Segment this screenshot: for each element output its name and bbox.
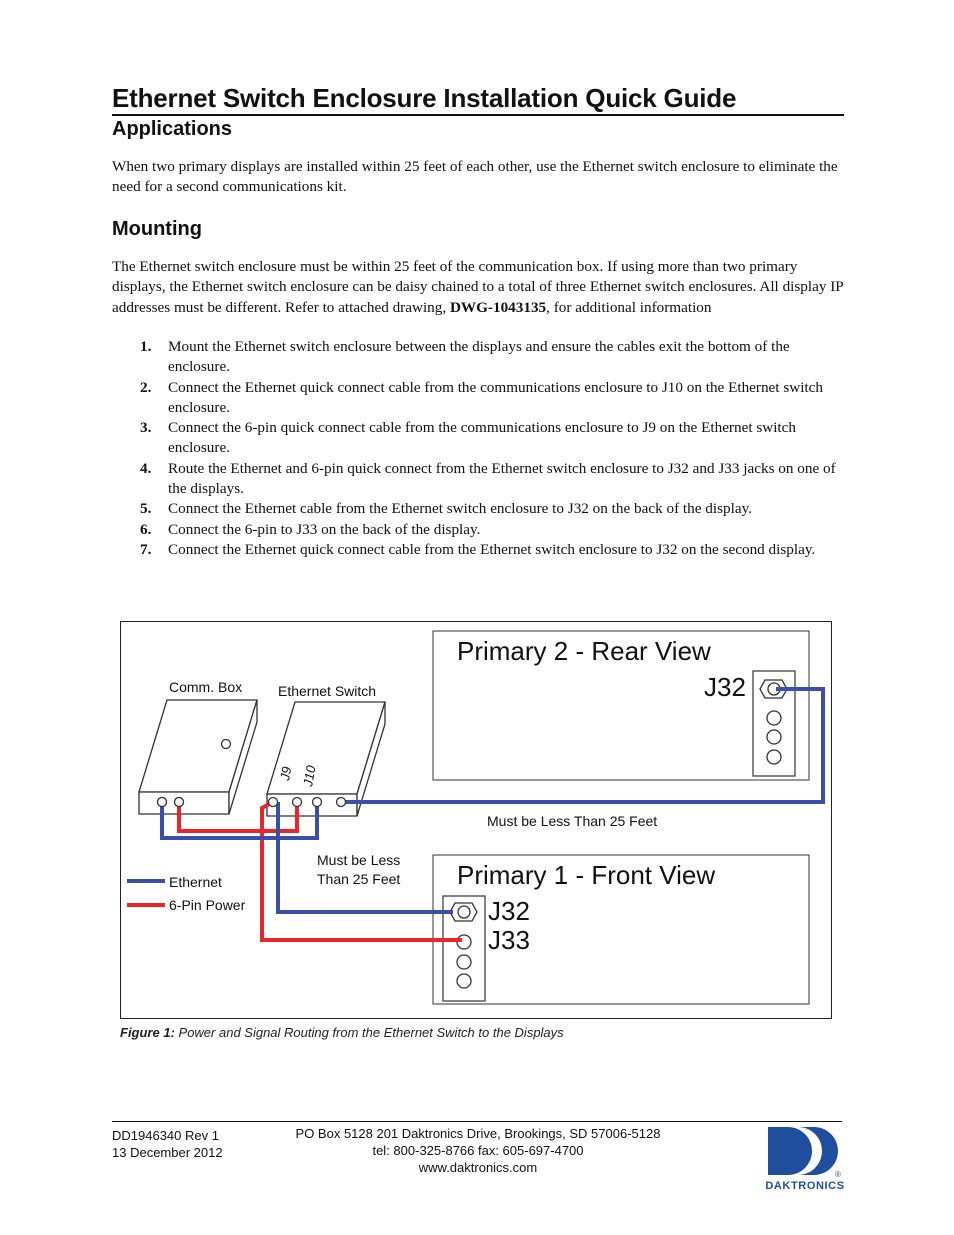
company-address: PO Box 5128 201 Daktronics Drive, Brookings, SD 57006-5128: [295, 1126, 661, 1141]
mounting-text: [112, 257, 844, 318]
primary2-jack-block: [753, 671, 795, 776]
distance-label-top: Must be Less Than 25 Feet: [487, 813, 658, 829]
figure-caption-label: Figure 1:: [120, 1025, 175, 1040]
comm-box-port-icon: [158, 798, 167, 807]
step-text: Connect the 6-pin quick connect cable from the communications enclosure to J9 on the Ethernet switch enclosure.: [168, 419, 796, 457]
footer-contact: [270, 1125, 686, 1176]
step-text: Mount the Ethernet switch enclosure between the displays and ensure the cables exit the bottom of the enclosure.: [168, 338, 790, 376]
step-number: 5.: [140, 500, 152, 518]
step-number: 3.: [140, 419, 152, 437]
distance-label-mid-line1: Must be Less: [317, 852, 401, 868]
ethernet-switch-label: Ethernet Switch: [278, 683, 377, 699]
step-text: Connect the 6-pin to J33 on the back of the display.: [168, 520, 481, 538]
mounting-text-after: , for additional information: [546, 298, 712, 316]
applications-heading: Applications: [112, 118, 233, 140]
drawing-reference: DWG-1043135: [449, 298, 547, 316]
switch-port-icon: [269, 798, 278, 807]
step-number: 6.: [140, 520, 152, 538]
primary1-label: Primary 1 - Front View: [457, 860, 716, 890]
footer-doc-info: [112, 1127, 223, 1161]
company-phone: tel: 800-325-8766 fax: 605-697-4700: [372, 1143, 584, 1158]
figure-caption: [120, 1025, 564, 1040]
routing-diagram-svg: [121, 622, 833, 1020]
logo-registered-mark: ®: [835, 1170, 841, 1179]
primary2-j32-label: J32: [704, 672, 746, 702]
document-title: Ethernet Switch Enclosure Installation Quick Guide: [112, 82, 844, 116]
step-number: 1.: [140, 338, 152, 355]
step-number: 2.: [140, 378, 152, 396]
step-number: 4.: [140, 459, 152, 477]
primary1-j32-label: J32: [488, 896, 530, 926]
step-item: [112, 418, 844, 459]
step-text: Route the Ethernet and 6-pin quick connect from the Ethernet switch enclosure to J32 and J33 jacks on one of the displays.: [168, 459, 836, 498]
doc-date: 13 December 2012: [112, 1145, 223, 1160]
primary1-j33-label: J33: [488, 925, 530, 955]
step-item: [112, 378, 844, 419]
j10-port-label: J10: [300, 764, 319, 788]
legend-ethernet-label: Ethernet: [169, 874, 222, 890]
daktronics-logo-text: DAKTRONICS: [765, 1180, 845, 1192]
routing-diagram: [120, 621, 832, 1019]
distance-label-mid-line2: Than 25 Feet: [317, 871, 401, 887]
primary2-label: Primary 2 - Rear View: [457, 636, 711, 666]
switch-j9-port-icon: [293, 798, 302, 807]
step-item: [112, 520, 844, 540]
step-item: [112, 459, 844, 500]
step-item: [112, 540, 844, 560]
switch-j10-port-icon: [313, 798, 322, 807]
step-text: Connect the Ethernet cable from the Ethernet switch enclosure to J32 on the back of the display.: [168, 500, 752, 518]
mounting-text-before: The Ethernet switch enclosure must be within 25 feet of the communication box. If using more than two primary displays, the Ethernet switch enclosure can be daisy chained to a total of three Ethernet switch enclosures. All display IP addresses must be different. Refer to attached drawing,: [112, 258, 844, 316]
step-text: Connect the Ethernet quick connect cable from the communications enclosure to J10 on the Ethernet switch enclosure.: [168, 378, 823, 416]
comm-box-label: Comm. Box: [169, 679, 243, 695]
switch-port-icon: [337, 798, 346, 807]
daktronics-logo-icon: [764, 1123, 844, 1179]
applications-text: When two primary displays are installed within 25 feet of each other, use the Ethernet switch enclosure to eliminate the need for a second communications kit.: [112, 158, 838, 196]
footer-divider: [112, 1121, 842, 1122]
j9-port-label: J9: [277, 765, 295, 782]
step-text: Connect the Ethernet quick connect cable from the Ethernet switch enclosure to J32 on the second display.: [168, 540, 816, 558]
mounting-steps: [112, 337, 844, 560]
doc-number: DD1946340 Rev 1: [112, 1128, 219, 1143]
comm-box-port-icon: [175, 798, 184, 807]
step-number: 7.: [140, 540, 152, 558]
legend-power-label: 6-Pin Power: [169, 897, 246, 913]
mounting-heading: Mounting: [112, 218, 202, 240]
figure-caption-text: Power and Signal Routing from the Ethernet Switch to the Displays: [174, 1025, 564, 1040]
step-item: [112, 499, 844, 519]
step-item: [112, 337, 844, 378]
company-website[interactable]: www.daktronics.com: [418, 1160, 538, 1175]
